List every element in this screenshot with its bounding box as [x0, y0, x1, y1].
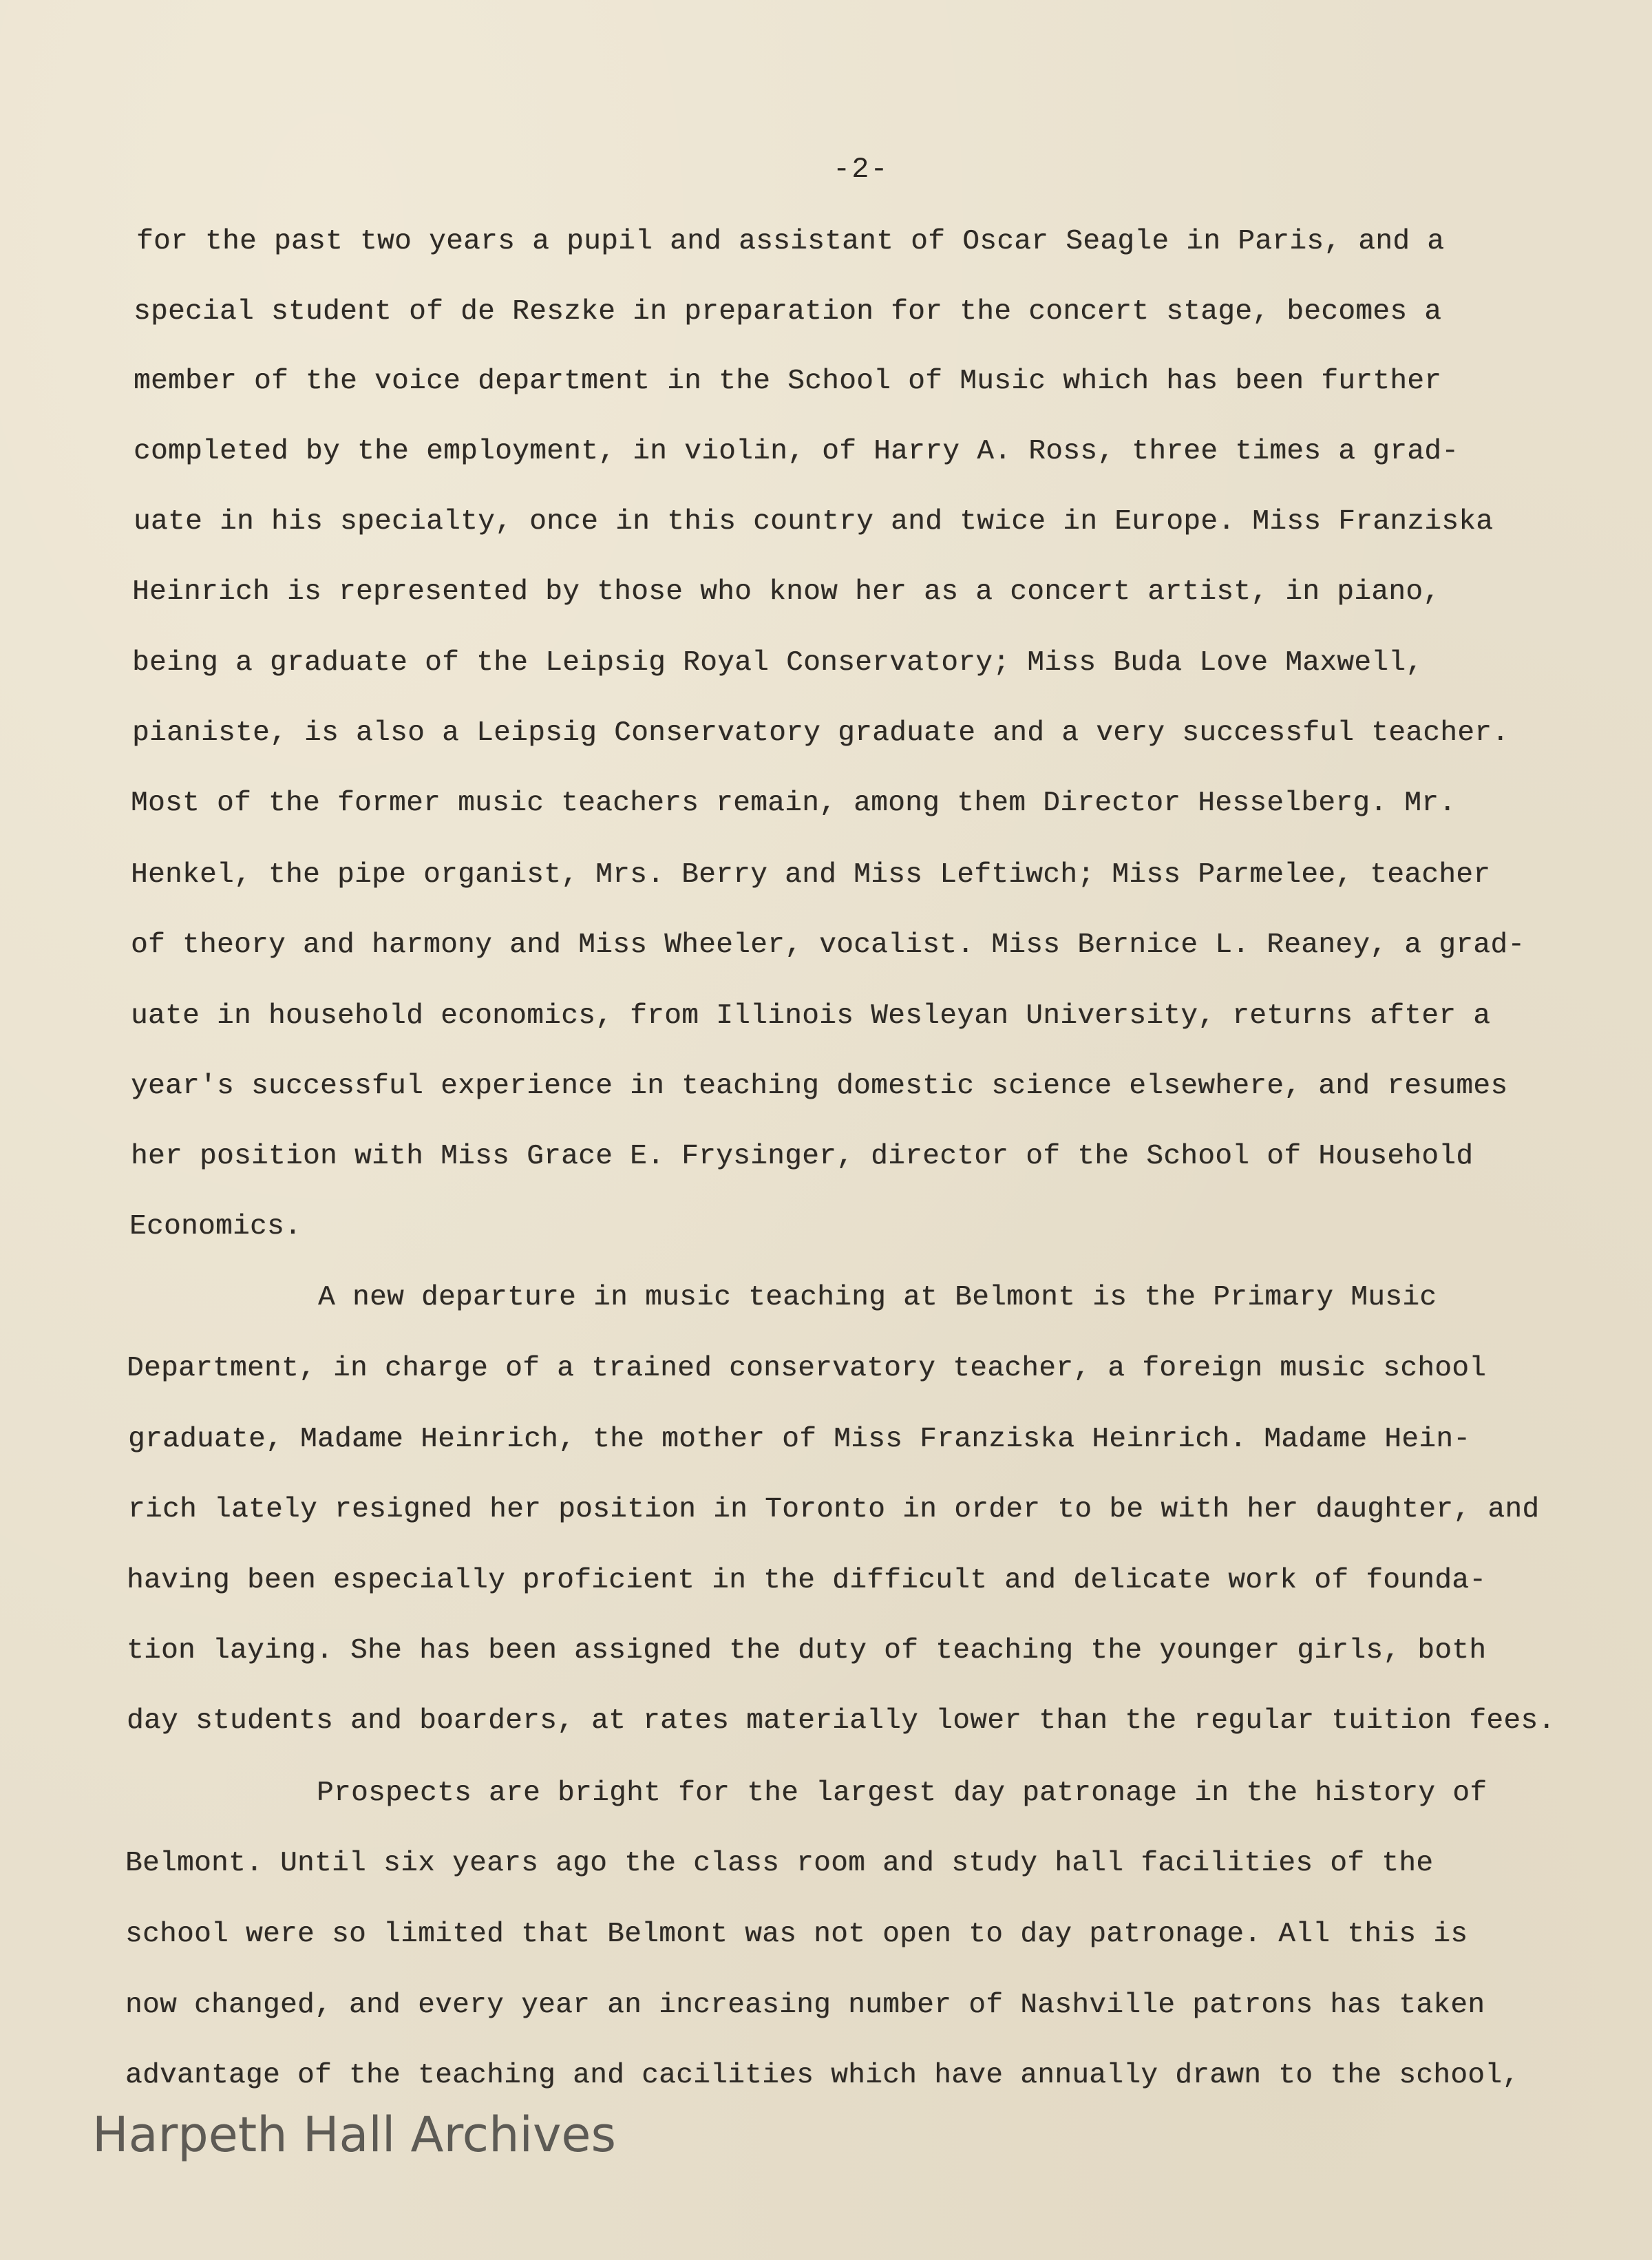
- text-line: graduate, Madame Heinrich, the mother of Miss Franziska Heinrich. Madame Hein-: [128, 1424, 1471, 1455]
- text-line: advantage of the teaching and cacilities which have annually drawn to the school,: [125, 2060, 1520, 2091]
- text-line: uate in his specialty, once in this country and twice in Europe. Miss Franziska: [134, 506, 1494, 538]
- text-line: uate in household economics, from Illinois Wesleyan University, returns after a: [131, 1000, 1491, 1032]
- text-line: year's successful experience in teaching domestic science elsewhere, and resumes: [131, 1070, 1508, 1102]
- archive-watermark: Harpeth Hall Archives: [92, 2106, 616, 2163]
- text-line: school were so limited that Belmont was not open to day patronage. All this is: [125, 1919, 1468, 1950]
- text-line: rich lately resigned her position in Toronto in order to be with her daughter, and: [128, 1494, 1540, 1525]
- page-number: -2-: [833, 153, 889, 186]
- text-line: completed by the employment, in violin, of Harry A. Ross, three times a grad-: [134, 436, 1459, 467]
- text-line: pianiste, is also a Leipsig Conservatory graduate and a very successful teacher.: [132, 717, 1510, 749]
- text-line: member of the voice department in the School of Music which has been further: [134, 366, 1442, 397]
- text-line: now changed, and every year an increasing number of Nashville patrons has taken: [125, 1989, 1485, 2021]
- text-line: of theory and harmony and Miss Wheeler, vocalist. Miss Bernice L. Reaney, a grad-: [131, 929, 1525, 961]
- text-line: Department, in charge of a trained conservatory teacher, a foreign music school: [127, 1353, 1487, 1384]
- text-line: for the past two years a pupil and assistant of Oscar Seagle in Paris, and a: [136, 226, 1445, 257]
- text-line: being a graduate of the Leipsig Royal Conservatory; Miss Buda Love Maxwell,: [132, 647, 1423, 679]
- text-line: her position with Miss Grace E. Frysinger, director of the School of Household: [131, 1141, 1474, 1172]
- text-line: Prospects are bright for the largest day patronage in the history of: [317, 1777, 1487, 1809]
- text-line: Most of the former music teachers remain, among them Director Hesselberg. Mr.: [131, 788, 1457, 819]
- text-line: Henkel, the pipe organist, Mrs. Berry and Miss Leftiwch; Miss Parmelee, teacher: [131, 859, 1491, 891]
- text-line: Heinrich is represented by those who know her as a concert artist, in piano,: [132, 576, 1441, 608]
- text-line: Belmont. Until six years ago the class room and study hall facilities of the: [125, 1848, 1434, 1879]
- text-line: special student of de Reszke in preparation for the concert stage, becomes a: [134, 296, 1442, 328]
- text-line: A new departure in music teaching at Belmont is the Primary Music: [318, 1282, 1437, 1313]
- text-line: tion laying. She has been assigned the duty of teaching the younger girls, both: [127, 1635, 1487, 1667]
- text-line: having been especially proficient in the difficult and delicate work of founda-: [127, 1565, 1487, 1596]
- text-line: day students and boarders, at rates materially lower than the regular tuition fees.: [127, 1705, 1556, 1737]
- text-line: Economics.: [129, 1211, 302, 1243]
